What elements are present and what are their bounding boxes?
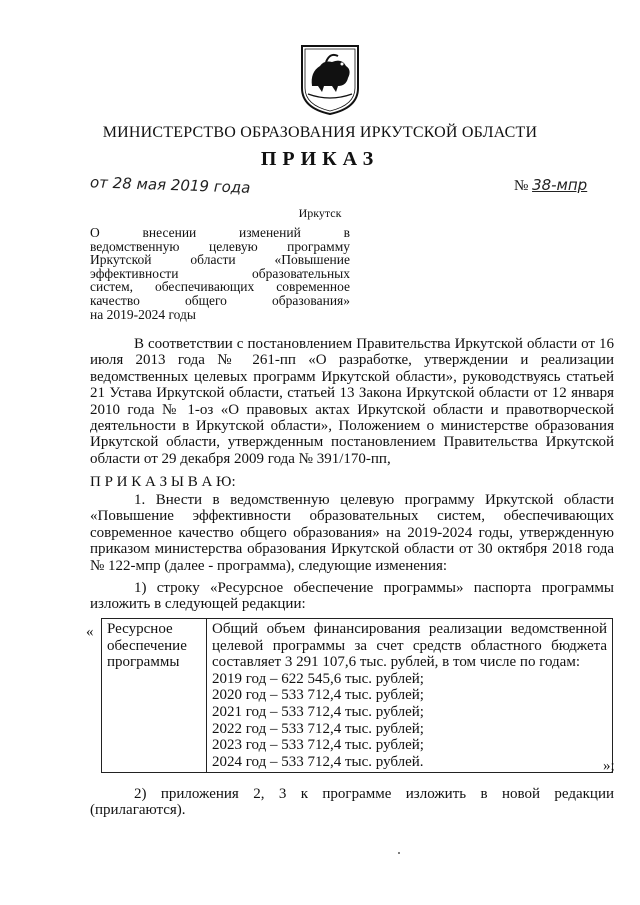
resource-table	[101, 618, 613, 773]
opening-quote: «	[86, 624, 94, 640]
item-1-paragraph: 1. Внести в ведомственную целевую программу Иркутской области «Повышение эффективности образовательных систем, обеспечивающих современное качество общего образования» на 2019-2024 годы, утвержденную приказом министерства образования Иркутской области от 30 октября 2018 года № 122-мпр (далее - программа), следующие изменения:	[90, 492, 614, 574]
year-line: 2024 год – 533 712,4 тыс. рублей.	[212, 753, 424, 770]
scan-speck	[398, 852, 400, 854]
item-1-2-paragraph: 2) приложения 2, 3 к программе изложить в новой редакции (прилагаются).	[90, 786, 614, 819]
year-line: 2021 год – 533 712,4 тыс. рублей;	[212, 703, 424, 720]
closing-quote: »;	[603, 758, 615, 774]
subject-line: систем, обеспечивающих современное	[90, 279, 350, 295]
handwritten-number: 38-мпр	[532, 176, 588, 194]
subject-line: на 2019-2024 годы	[90, 306, 196, 322]
ministry-name: МИНИСТЕРСТВО ОБРАЗОВАНИЯ ИРКУТСКОЙ ОБЛАСТИ	[102, 124, 538, 141]
document-type: ПРИКАЗ	[260, 148, 380, 170]
year-line: 2023 год – 533 712,4 тыс. рублей;	[212, 737, 424, 754]
handwritten-date: от 28 мая 2019 года	[89, 173, 251, 197]
subject-line: Иркутской области «Повышение	[90, 252, 350, 268]
item-1-1-paragraph: 1) строку «Ресурсное обеспечение программы» паспорта программы изложить в следующей редакции:	[90, 580, 614, 613]
subject-line: качество общего образования»	[90, 292, 350, 308]
resource-label-cell: Ресурсное обеспечение программы	[102, 619, 207, 773]
order-subject	[90, 226, 350, 321]
resource-value-cell	[207, 619, 613, 773]
number-label: №	[514, 178, 529, 194]
irkutsk-coat-of-arms-icon	[298, 42, 362, 116]
city: Иркутск	[298, 206, 342, 220]
subject-line: ведомственную целевую программу	[90, 238, 350, 254]
order-word: П Р И К А З Ы В А Ю:	[90, 474, 236, 490]
resource-intro: Общий объем финансирования реализации ведомственной целевой программы за счет средств областного бюджета составляет 3 291 107,6 тыс. рублей, в том числе по годам:	[212, 621, 607, 671]
year-line: 2019 год – 622 545,6 тыс. рублей;	[212, 670, 424, 687]
order-number	[514, 176, 587, 195]
subject-line: О внесении изменений в	[90, 225, 350, 240]
year-line: 2022 год – 533 712,4 тыс. рублей;	[212, 720, 424, 737]
table-row	[102, 619, 613, 773]
year-line: 2020 год – 533 712,4 тыс. рублей;	[212, 687, 424, 704]
subject-line: эффективности образовательных	[90, 265, 350, 281]
preamble-paragraph: В соответствии с постановлением Правительства Иркутской области от 16 июля 2013 года № 261-пп «О разработке, утверждении и реализации ведомственных целевых программ Иркутской области», руководствуясь статьей 21 Устава Иркутской области, статьей 13 Закона Иркутской области от 12 января 2010 года № 1-оз «О правовых актах Иркутской области и правотворческой деятельности в Иркутской области», Положением о министерстве образования Иркутской области, утвержденным постановлением Правительства Иркутской области от 29 декабря 2009 года № 391/170-пп,	[90, 336, 614, 467]
